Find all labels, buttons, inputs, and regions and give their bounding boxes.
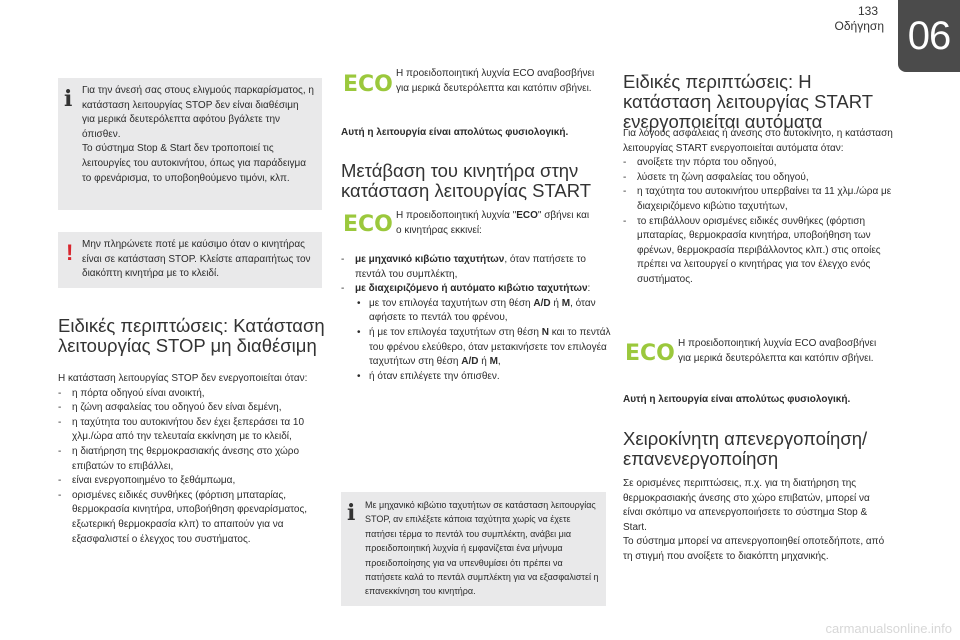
info-box-clutch	[341, 492, 606, 606]
stop-unavailable-intro: Η κατάσταση λειτουργίας STOP δεν ενεργοποιείται όταν:	[58, 373, 308, 384]
list-item: - το επιβάλλουν ορισμένες ειδικές συνθήκες (φόρτιση μπαταρίας, θερμοκρασία κινητήρα, υποβοήθηση των φρένων, θερμοκρασία περιβάλλοντος κλπ.) στις οποίες πρέπει να λειτουργεί ο κινητήρας για τον έλεγχο ενός συστήματος.	[623, 215, 893, 288]
list-item: - η διατήρηση της θερμοκρασιακής άνεσης στο χώρο επιβατών το επιβάλλει,	[58, 445, 328, 474]
start-conditions	[341, 253, 611, 384]
watermark-text: carmanualsonline.info	[825, 621, 952, 636]
manual-gearbox-text: , όταν πατήσετε το πεντάλ του συμπλέκτη,	[355, 254, 586, 280]
list-item: - η ταχύτητα του αυτοκινήτου υπερβαίνει τα 11 χλμ./ώρα με διαχειριζόμενο κιβώτιο ταχυτήτων,	[623, 185, 893, 214]
eco-indicator-icon-3: ECO	[625, 341, 675, 366]
warning-text: Μην πληρώνετε ποτέ με καύσιμο όταν ο κινητήρας είναι σε κατάσταση STOP. Κλείστε απαραιτήτως τον διακόπτη κινητήρα με το κλειδί.	[82, 239, 311, 280]
eco-off-note	[396, 209, 596, 238]
stop-unavailable-section	[58, 372, 328, 547]
list-item: - ορισμένες ειδικές συνθήκες (φόρτιση μπαταρίας, θερμοκρασία κινητήρα, υποβοήθηση φρεναρίσματος, εξωτερική θερμοκρασία κλπ) το απαιτούν για να εξασφαλιστεί ο έλεγχος του συστήματος.	[58, 489, 328, 547]
start-conditions-list	[341, 253, 611, 384]
section-title: Οδήγηση	[834, 19, 884, 33]
sub-text: ή	[550, 297, 562, 309]
info-icon: i	[347, 500, 356, 526]
sub-text: ,	[497, 356, 501, 368]
auto-gearbox-colon: :	[587, 283, 591, 295]
normal-function-note-2: Αυτή η λειτουργία είναι απολύτως φυσιολογική.	[623, 394, 851, 405]
sub-text: ή	[478, 356, 490, 368]
heading-stop-unavailable: Ειδικές περιπτώσεις: Κατάσταση λειτουργίας STOP μη διαθέσιμη	[58, 315, 325, 356]
eco-off-note-part: " σβήνει και ο κινητήρας εκκινεί:	[396, 210, 590, 236]
heading-start-automatic: Ειδικές περιπτώσεις: Η κατάσταση λειτουργίας START ενεργοποιείται αυτόματα	[623, 71, 873, 132]
sub-text: και το πεντάλ του φρένου ελεύθερο, όταν μετακινήσετε τον επιλογέα ταχυτήτων στη θέση	[369, 326, 611, 368]
list-item: - η πόρτα οδηγού είναι ανοικτή,	[58, 387, 328, 402]
gear-position: M	[561, 297, 571, 309]
sub-list-item	[355, 326, 611, 370]
manual-toggle-section	[623, 477, 888, 565]
gear-position: A/D	[533, 297, 551, 309]
gear-position: M	[489, 356, 498, 368]
heading-start-mode: Μετάβαση του κινητήρα στην κατάσταση λειτουργίας START	[341, 160, 592, 201]
info-icon: i	[64, 86, 73, 112]
eco-off-note-part: Η προειδοποιητική λυχνία "	[396, 210, 517, 221]
chapter-tab: 06	[898, 0, 960, 72]
sub-list-item	[355, 297, 611, 326]
sub-text: με τον επιλογέα ταχυτήτων στη θέση	[369, 297, 534, 309]
list-item-auto	[341, 282, 611, 384]
list-item: - ανοίξετε την πόρτα του οδηγού,	[623, 156, 893, 171]
heading-manual-toggle: Χειροκίνητη απενεργοποίηση/ επανενεργοποίηση	[623, 428, 868, 469]
auto-gearbox-sublist	[355, 297, 611, 385]
eco-blink-note-2: Η προειδοποιητική λυχνία ECO αναβοσβήνει για μερικά δευτερόλεπτα και κατόπιν σβήνει.	[678, 338, 877, 364]
manual-toggle-p1: Σε ορισμένες περιπτώσεις, π.χ. για τη διατήρηση της θερμοκρασιακής άνεσης στο χώρο επιβατών, μπορεί να είναι σκόπιμο να απενεργοποιήσετε το σύστημα Stop & Start.	[623, 478, 870, 533]
eco-indicator-icon: ECO	[343, 72, 393, 97]
info-box-parking	[58, 78, 322, 210]
info-paragraph-1: Για την άνεσή σας στους ελιγμούς παρκαρίσματος, η κατάσταση λειτουργίας STOP δεν είναι διαθέσιμη για μερικά δευτερόλεπτα αφότου βγάλετε την όπισθεν.	[82, 85, 314, 140]
sub-text: , όταν αφήσετε το πεντάλ του φρένου,	[369, 297, 596, 324]
list-item-manual	[341, 253, 611, 282]
manual-toggle-p2: Το σύστημα μπορεί να απενεργοποιηθεί οποτεδήποτε, από τη στιγμή που ανοίξετε το διακόπτη μηχανικής.	[623, 536, 885, 562]
list-item: - λύσετε τη ζώνη ασφαλείας του οδηγού,	[623, 171, 893, 186]
manual-gearbox-label: με μηχανικό κιβώτιο ταχυτήτων	[355, 254, 505, 265]
gear-position: N	[541, 326, 549, 338]
list-item: - η ζώνη ασφαλείας του οδηγού δεν είναι δεμένη,	[58, 401, 328, 416]
start-auto-section	[623, 127, 893, 288]
sub-text: ή με τον επιλογέα ταχυτήτων στη θέση	[369, 326, 542, 338]
info-paragraph-2: Το σύστημα Stop & Start δεν τροποποιεί τις λειτουργίες του αυτοκινήτου, όπως για παράδειγμα το φρενάρισμα, το υποβοηθούμενο τιμόνι, κλπ.	[82, 143, 307, 184]
auto-gearbox-label: με διαχειριζόμενο ή αυτόματο κιβώτιο ταχυτήτων	[355, 283, 588, 295]
start-auto-list	[623, 156, 893, 287]
eco-indicator-icon-2: ECO	[343, 212, 393, 237]
warning-box-refuel	[58, 232, 322, 288]
clutch-info-text: Με μηχανικό κιβώτιο ταχυτήτων σε κατάσταση λειτουργίας STOP, αν επιλέξετε κάποια ταχύτητα χωρίς να έχετε πατήσει τέρμα το πεντάλ του συμπλέκτη, ανάβει μια προειδοποιητική λυχνία ή εμφανίζεται ένα μήνυμα προειδοποίησης για να υπενθυμίσει ότι πρέπει να πατήσετε καλά το πεντάλ συμπλέκτη για να εξασφαλιστεί η επανεκκίνηση του κινητήρα.	[365, 500, 599, 597]
page-number: 133	[857, 4, 878, 18]
start-auto-intro: Για λόγους ασφάλειας ή άνεσης στο αυτοκίνητο, η κατάσταση λειτουργίας START ενεργοποιείται αυτόματα όταν:	[623, 128, 893, 154]
stop-unavailable-list	[58, 387, 328, 548]
normal-function-note: Αυτή η λειτουργία είναι απολύτως φυσιολογική.	[341, 127, 569, 138]
warning-icon: !	[66, 240, 74, 265]
eco-off-note-eco: ECO	[516, 210, 538, 221]
eco-blink-note: Η προειδοποιητική λυχνία ECO αναβοσβήνει για μερικά δευτερόλεπτα και κατόπιν σβήνει.	[396, 68, 595, 94]
gear-position: A/D	[461, 356, 479, 368]
sub-list-item: • ή όταν επιλέγετε την όπισθεν.	[355, 370, 611, 385]
list-item: - η ταχύτητα του αυτοκινήτου δεν έχει ξεπεράσει τα 10 χλμ./ώρα από την τελευταία εκκίνηση με το κλειδί,	[58, 416, 328, 445]
list-item: - είναι ενεργοποιημένο το ξεθάμπωμα,	[58, 474, 328, 489]
